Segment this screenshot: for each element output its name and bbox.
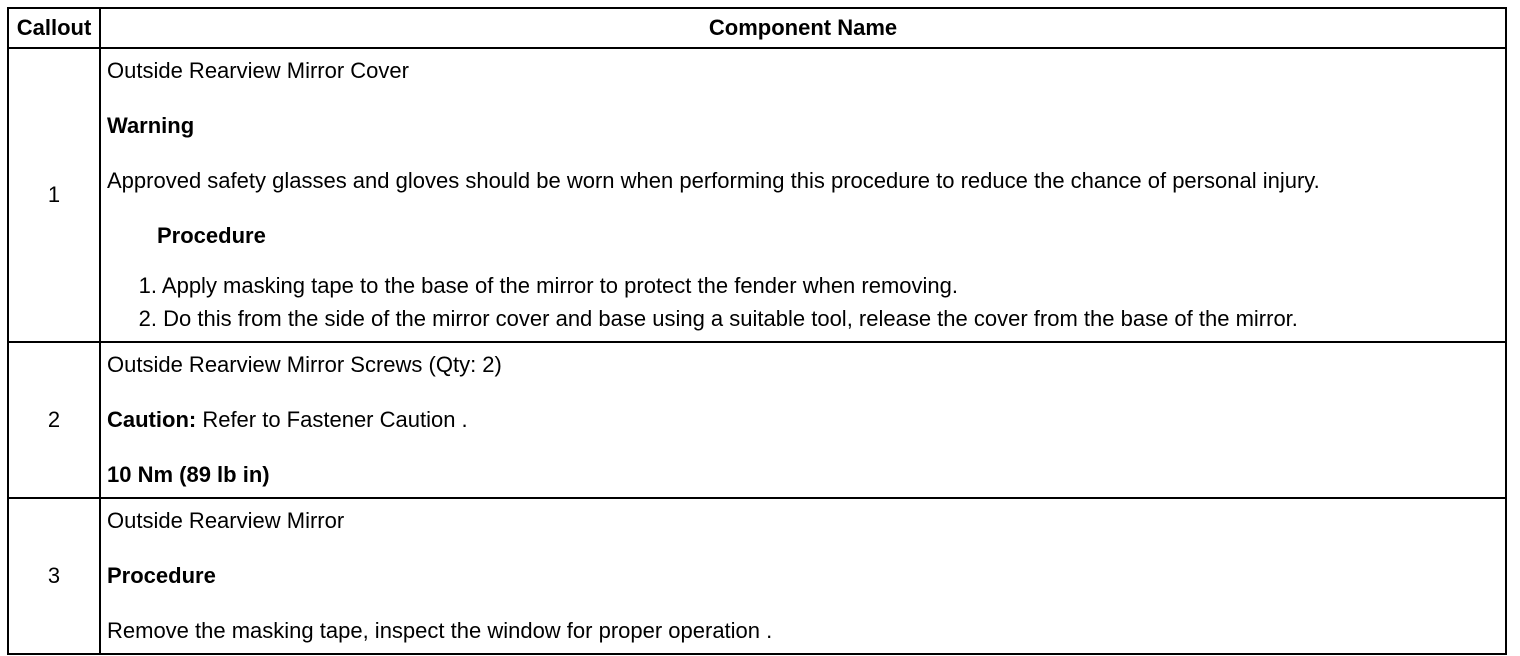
component-table xyxy=(7,7,1507,655)
caution-label: Caution: xyxy=(107,407,197,432)
component-name: Outside Rearview Mirror xyxy=(107,508,345,533)
torque-spec: 10 Nm (89 lb in) xyxy=(107,462,270,487)
procedure-text: Remove the masking tape, inspect the window for proper operation . xyxy=(107,618,773,643)
warning-text: Approved safety glasses and gloves should be worn when performing this procedure to reduce the chance of personal injury. xyxy=(107,168,1320,193)
procedure-heading: Procedure xyxy=(157,223,266,248)
table-header-row xyxy=(8,8,1506,48)
component-cell xyxy=(100,498,1506,654)
component-name: Outside Rearview Mirror Screws (Qty: 2) xyxy=(107,352,502,377)
caution-text: Refer to Fastener Caution . xyxy=(196,407,468,432)
step-number: 1. xyxy=(138,273,157,298)
procedure-step xyxy=(107,302,1499,335)
step-number: 2. xyxy=(138,306,157,331)
table-row xyxy=(8,48,1506,342)
callout-number: 3 xyxy=(8,498,100,654)
table-row xyxy=(8,498,1506,654)
callout-number: 2 xyxy=(8,342,100,498)
caution-line xyxy=(107,398,1499,453)
component-cell xyxy=(100,342,1506,498)
step-text: Apply masking tape to the base of the mirror to protect the fender when removing. xyxy=(161,273,958,298)
component-name: Outside Rearview Mirror Cover xyxy=(107,58,409,83)
procedure-step xyxy=(107,269,1499,302)
procedure-heading: Procedure xyxy=(107,563,216,588)
callout-number: 1 xyxy=(8,48,100,342)
procedure-steps xyxy=(107,269,1499,335)
table-row xyxy=(8,342,1506,498)
step-text: Do this from the side of the mirror cover and base using a suitable tool, release the cover from the base of the mirror. xyxy=(163,306,1298,331)
callout-header: Callout xyxy=(8,8,100,48)
warning-heading: Warning xyxy=(107,113,195,138)
component-cell xyxy=(100,48,1506,342)
component-name-header: Component Name xyxy=(100,8,1506,48)
